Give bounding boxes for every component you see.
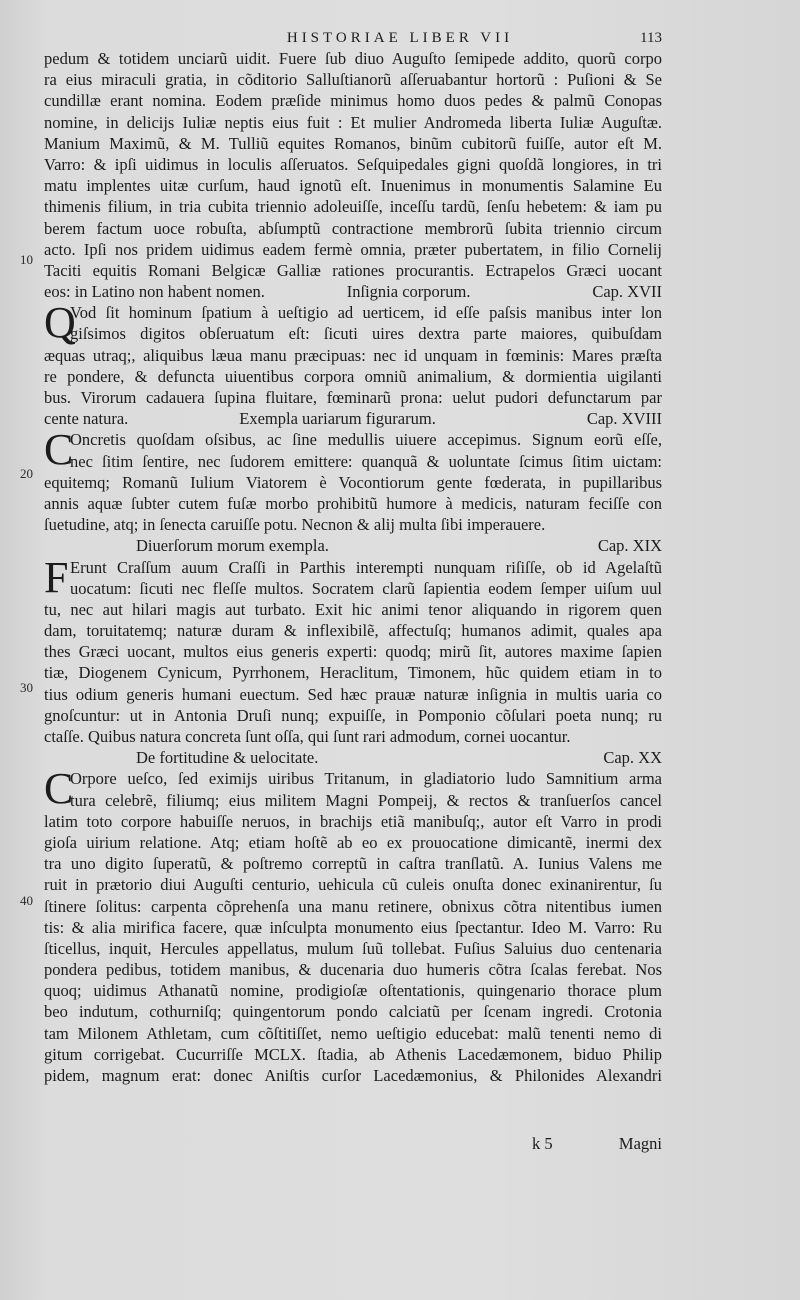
text-line: gnoſcuntur: ut in Antonia Druſi nunq; expuiſſe, in Pomponio cõſulari poeta nunq; ru xyxy=(44,705,662,725)
text-line: Orpore ueſco, ſed eximijs uiribus Tritanum, in gladiatorio ludo Samnitium arma xyxy=(70,769,662,789)
text-line: tura celebrẽ, filiumq; eius militem Magni Pompeij, & rectos & tranſuerſos cancel xyxy=(70,790,662,810)
margin-line-number: 30 xyxy=(20,680,33,695)
text-line: tu, nec aut hilari magis aut turbato. Exit hic animi tenor aliquando in rigorem quen xyxy=(44,599,662,619)
text-line: cente natura. xyxy=(44,409,129,429)
chapter-heading: De fortitudine & uelocitate. xyxy=(136,748,319,768)
drop-cap-initial: F xyxy=(44,552,69,602)
text-line: matu implentes uitæ curſum, haud ignotũ eſt. Inuenimus in monumentis Salamine Eu xyxy=(44,176,662,196)
text-line: tam Milonem Athletam, cum cõſtitiſſet, nemo ueſtigio educebat: malũ tenenti nemo di xyxy=(44,1023,662,1043)
chapter-number: Cap. XVII xyxy=(592,282,662,302)
chapter-body xyxy=(44,298,662,408)
text-line: ſticellus, inquit, Hercules appellatus, mulum ſuũ tollebat. Fuſius Saluius duo centenaria xyxy=(44,938,662,958)
text-line: ſtinere ſolitus: carpenta cõprehenſa una manu retinere, obnixus cõtra nitentibus iumen xyxy=(44,896,662,916)
text-line: nec ſitim ſentire, nec ſudorem emittere: quanquã & uoluntate ſcimus ſitim uictam: xyxy=(70,451,662,471)
chapter-body xyxy=(44,425,662,535)
drop-cap-initial: Q xyxy=(44,298,76,348)
chapter-body xyxy=(44,764,662,1086)
text-line: tra uno digito ſuperatũ, & poſtremo correptũ in caſtra tranſlatũ. A. Iunius Valens me xyxy=(44,854,662,874)
margin-line-number: 20 xyxy=(20,466,33,481)
text-line: annis aquæ ſubter cutem fuſæ morbo prohibitũ humore à medicis, naturam feciſſe con xyxy=(44,493,662,513)
text-line: latim toto corpore habuiſſe neruos, in brachijs etiã manibuſq;, autor eſt Varro in prodi xyxy=(44,811,662,831)
text-line: uocatum: ſicuti nec fleſſe multos. Socratem clarũ ſapientia eodem ſemper uiſum uul xyxy=(70,578,662,598)
text-line: tiæ, Diogenem Cynicum, Pyrrhonem, Heraclitum, Timonem, hũc quidem etiam in to xyxy=(44,663,662,683)
text-line: Erunt Craſſum auum Craſſi in Parthis interempti nunquam riſiſſe, ob id Agelaſtũ xyxy=(70,557,662,577)
chapter-number: Cap. XIX xyxy=(597,536,662,556)
text-line: bus. Virorum cadauera ſupina fluitare, fœminarũ prona: uelut pudori defunctarum par xyxy=(44,388,662,407)
text-line: tis: & alia mirifica facere, quæ inſculpta monumento eius ſpectantur. Ideo M. Varro: Ru xyxy=(44,917,662,937)
chapter-heading-row xyxy=(44,408,662,429)
chapter-heading: Inſignia corporum. xyxy=(346,282,471,302)
folio-number: 113 xyxy=(640,30,662,46)
chapter-number: Cap. XX xyxy=(603,748,662,768)
text-line: pedum & totidem unciarũ uidit. Fuere ſub diuo Auguſto ſemipede addito, quorũ corpo xyxy=(44,49,662,68)
text-line: cundillæ erant nomina. Eodem præſide minimus homo duos pedes & palmũ Conopas xyxy=(44,91,662,111)
drop-cap-initial: C xyxy=(44,425,74,475)
text-line: gioſa uirium relatione. Atq; etiam hoſtẽ ab eo ex prouocatione dimicantẽ, inermi dex xyxy=(44,832,662,852)
text-line: ruit in prætorio diui Auguſti centurio, uehicula cũ culeis onuſta donec exinanirentur, ſu xyxy=(44,875,662,895)
text-line: acto. Ipſi nos pridem uidimus eadem fermè omnia, præter pubertatem, in filio Cornelij xyxy=(44,239,662,259)
main-text xyxy=(44,48,662,1086)
text-line: pondera pedibus, totidem manibus, & ducenaria duo humeris cõtra ſcalas ferebat. Nos xyxy=(44,960,662,980)
drop-cap-initial: C xyxy=(44,764,74,814)
text-line: thimenis filium, in tria cubita triennio adoleuiſſe, inceſſu tardũ, ſenſu hebetem: & iam pu xyxy=(44,197,662,217)
page-header xyxy=(0,28,800,50)
chapter-heading: Diuerſorum morum exempla. xyxy=(136,536,329,556)
text-line: Vod ſit hominum ſpatium à ueſtigio ad uerticem, id eſſe paſsis manibus inter lon xyxy=(70,303,662,323)
text-line: dam, toruitatemq; naturæ duram & inflexibilẽ, affectuſq; humanos adimit, quales apa xyxy=(44,621,662,641)
signature-mark: k 5 xyxy=(532,1134,553,1153)
chapter-heading-row xyxy=(44,535,662,556)
text-line: æquas utraq;, aliquibus læua manu præcipuas: nec id unquam in fœminis: Mares præſta xyxy=(44,345,662,365)
chapter-heading: Exempla uariarum figurarum. xyxy=(239,409,436,429)
running-title: HISTORIAE LIBER VII xyxy=(286,30,514,46)
text-line: re pondere, & defuncta uiuentibus corpora omniũ animalium, & dormientia uigilanti xyxy=(44,366,662,386)
text-line: equitemq; Romanũ Iulium Viatorem è Vocontiorum gente fœderata, in pupillaribus xyxy=(44,472,662,492)
text-line: Manium Maximũ, & M. Tulliũ equites Romanos, binũm cubitorũ fuiſſe, autor eſt M. xyxy=(44,133,662,153)
text-line: ſuetudine, atq; in ſenecta caruiſſe potu. Necnon & alij multa ſibi imperauere. xyxy=(44,515,546,535)
chapter-heading-row xyxy=(44,281,662,302)
text-line: Oncretis quoſdam oſsibus, ac ſine medullis uiuere accepimus. Signum eorũ eſſe, xyxy=(70,430,662,450)
text-line: berem factum uoce robuſta, abſumptũ contractione membrorũ ſubita triennio circum xyxy=(44,218,662,238)
text-line: eos: in Latino non habent nomen. xyxy=(44,282,265,302)
text-line: gitum corrigebat. Cucurriſſe MCLX. ſtadia, ab Athenis Lacedæmonem, biduo Philip xyxy=(44,1044,662,1064)
text-line: pidem, magnum erat: donec Aniſtis curſor Lacedæmonius, & Philonides Alexandri xyxy=(44,1066,662,1085)
text-line: quoq; uidimus Athanatũ nomine, prodigioſæ oſtentationis, quingenario thorace plum xyxy=(44,981,662,1001)
chapter-heading-row xyxy=(44,747,662,768)
chapter-body xyxy=(44,552,662,748)
text-line: thes Græci uocant, multos eius generis experti: quodq; mirũ ſit, autores maxime ſapien xyxy=(44,642,662,662)
text-line: tius odium generis humani euectum. Sed hæc prauæ naturæ inſignia in multis uaria co xyxy=(44,684,662,704)
text-line: ctaſſe. Quibus natura concreta ſunt oſſa, qui ſunt rari admodum, cornei uocantur. xyxy=(44,727,571,746)
chapter-number: Cap. XVIII xyxy=(586,409,662,429)
text-line: nomine, in delicijs Iuliæ neptis eius fuit : Et mulier Andromeda liberta Iuliæ Auguſtæ. xyxy=(44,112,662,132)
text-line: ra eius miraculi gratia, in cõditorio Salluſtianorũ aſſeruabantur hortorũ : Puſioni & Se xyxy=(44,70,662,90)
page-footer xyxy=(44,1134,662,1158)
margin-line-number: 10 xyxy=(20,252,33,267)
margin-line-number: 40 xyxy=(20,893,33,908)
text-line: Varro: & ipſi uidimus in loculis aſſeruatos. Seſquipedales gigni quoſdã longiores, in tri xyxy=(44,154,662,174)
text-line: giſsimos digitos obſeruatum eſt: ſicuti uires dextra parte maiores, quibuſdam xyxy=(70,324,662,344)
text-line: Taciti equitis Romani Belgicæ Galliæ rationes procurantis. Ectrapelos Græci uocant xyxy=(44,260,662,280)
catchword: Magni xyxy=(618,1134,662,1153)
text-line: beo indutum, cothurniſq; quingentorum pondo calciatũ per ſcenam ingredi. Crotonia xyxy=(44,1002,662,1022)
